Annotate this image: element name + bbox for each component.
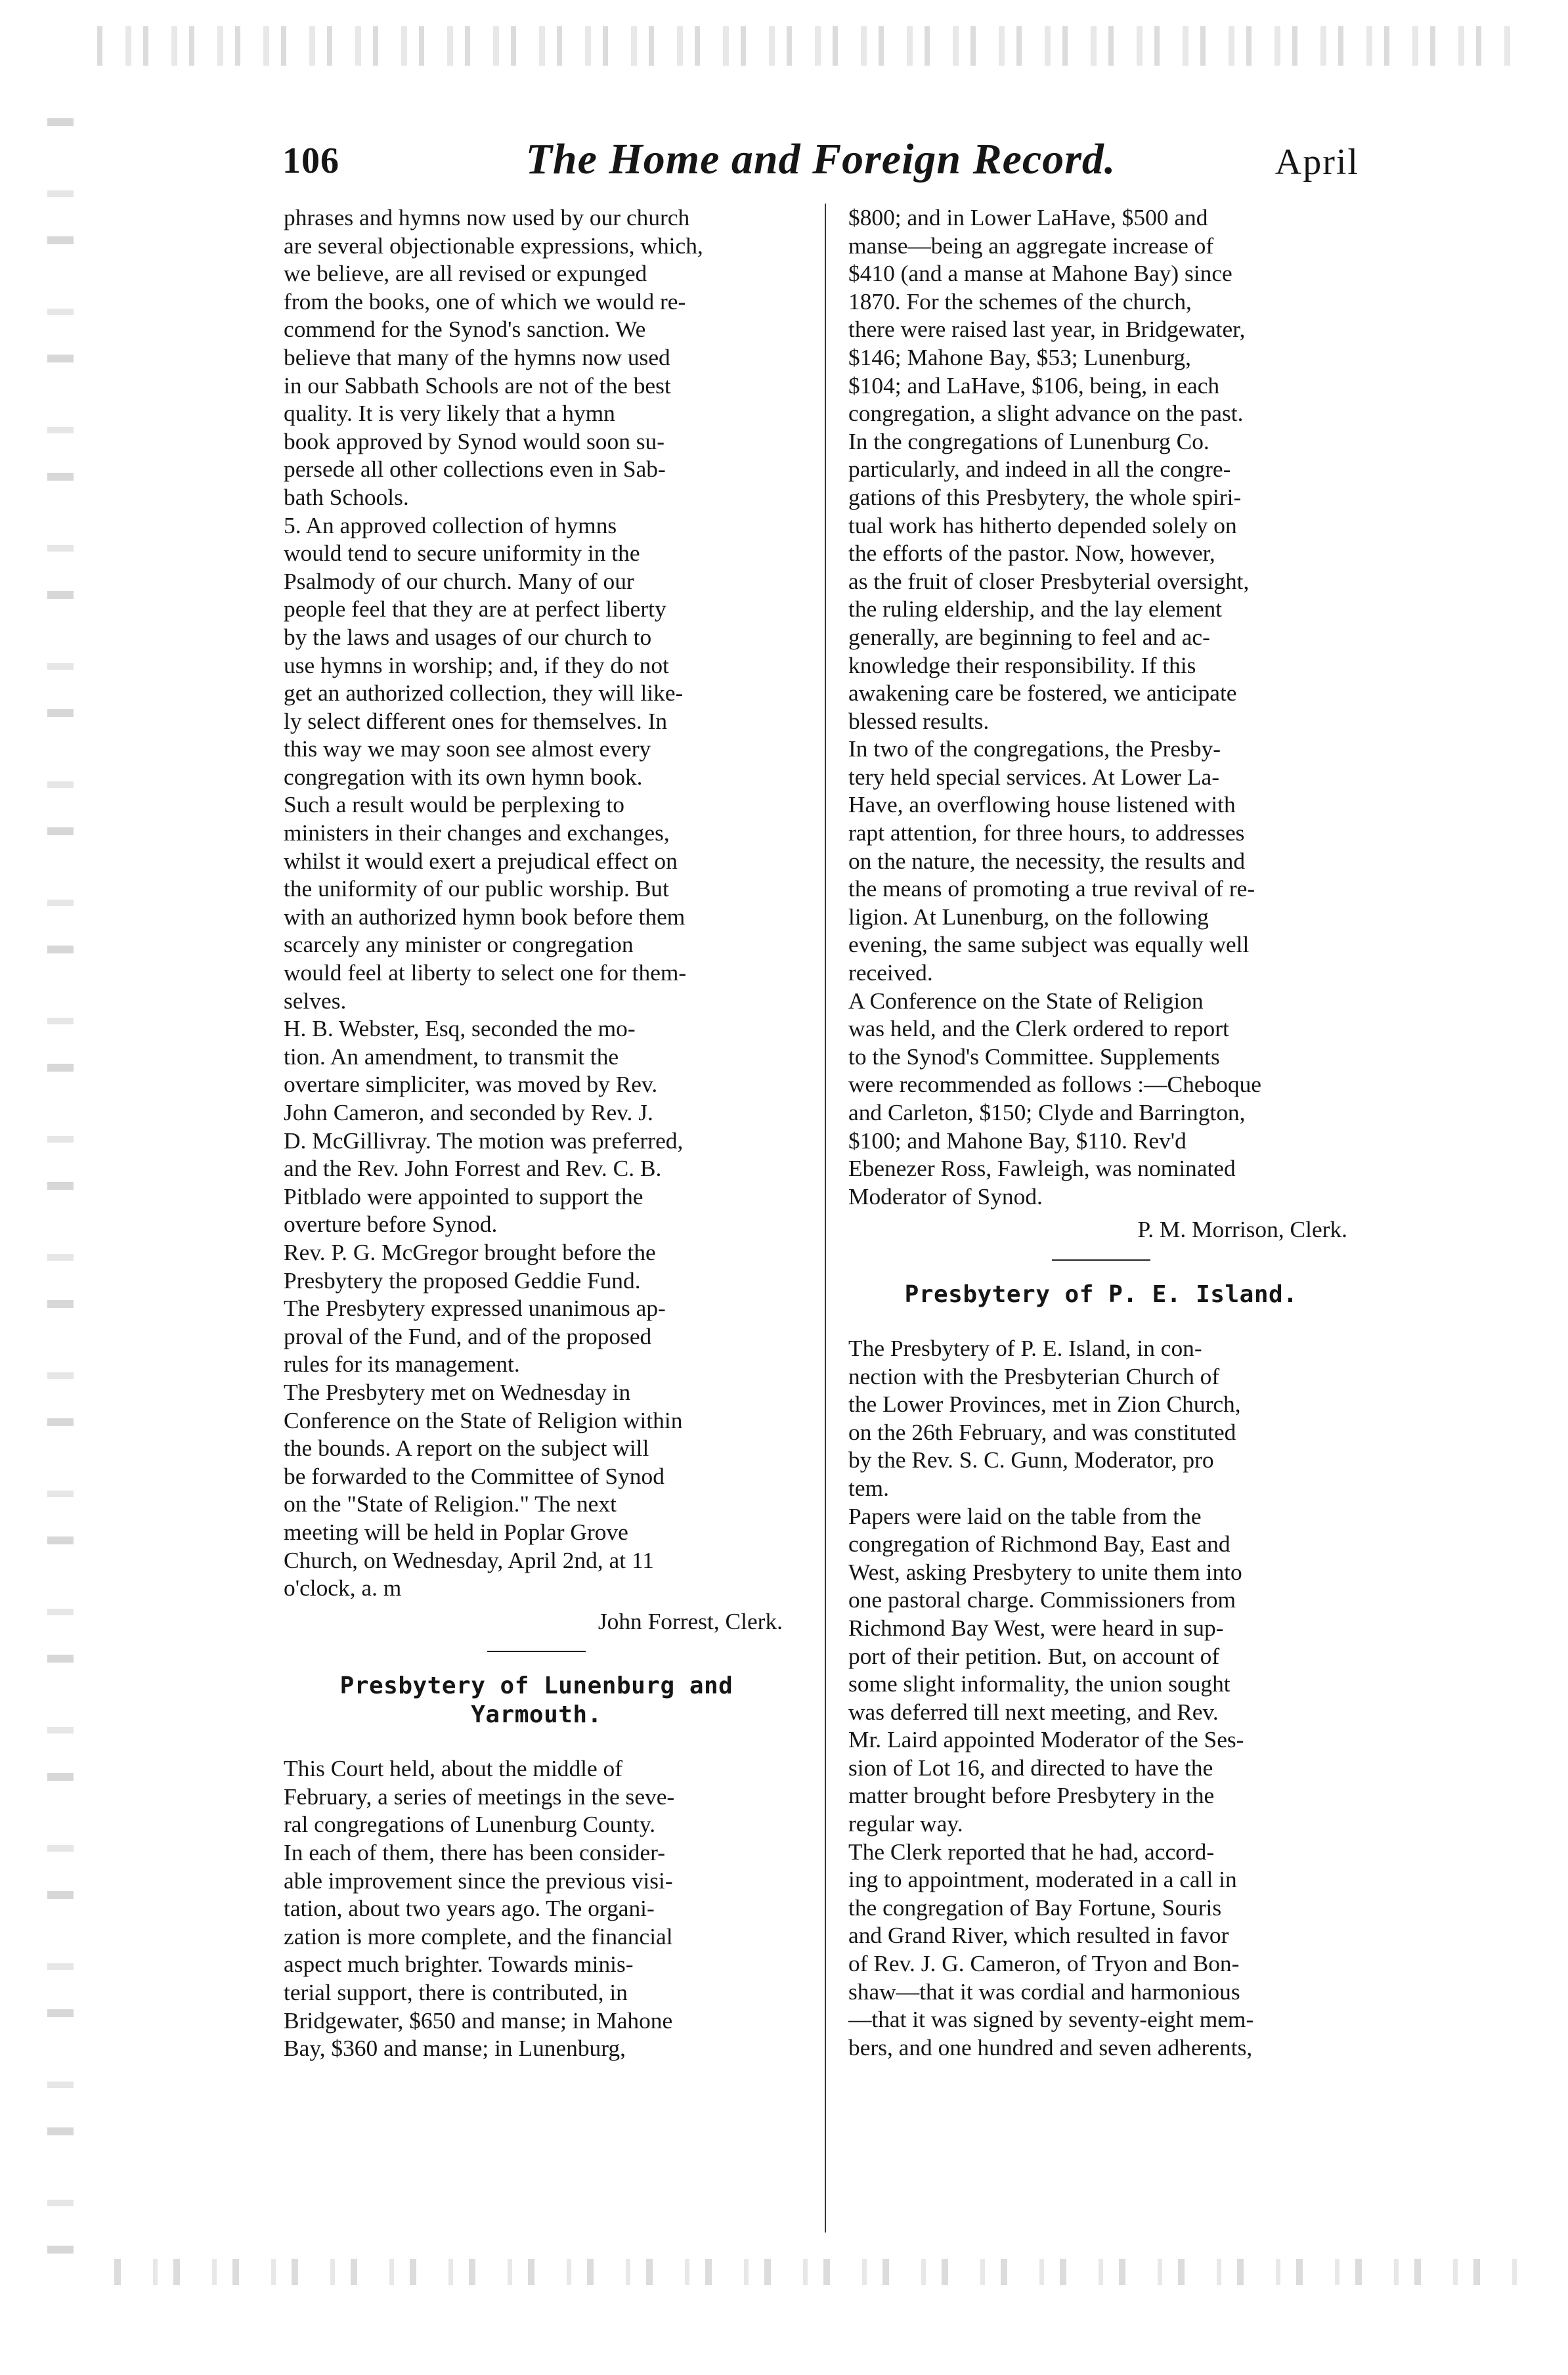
column-divider — [825, 204, 826, 2233]
page-number: 106 — [282, 141, 339, 181]
paragraph: The Clerk reported that he had, accord- ing to appointment, moderated in a call in the congregation of Bay Fortune, Souris and Grand River, which resulted in favor of Rev. J. G. Cameron, of Tryon and Bon- shaw—that it was cordial and harmonious —that it was signed by seventy-eight mem- bers, and one hundred and seven adherents, — [848, 1838, 1254, 2060]
clerk-signature: P. M. Morrison, Clerk. — [1137, 1216, 1347, 1243]
paragraph: In the congregations of Lunenburg Co. particularly, and indeed in all the congre- gations of this Presbytery, the whole spiri- tual work has hitherto depended solely on the efforts of the pastor. Now, however, as the fruit of closer Presbyterial oversight, the ruling eldership, and the lay element generally, are beginning to feel and ac- knowledge their responsibility. If this awakening care be fostered, we anticipate blessed results. — [848, 427, 1250, 734]
paragraph: Rev. P. G. McGregor brought before the Presbytery the proposed Geddie Fund. The Presbytery expressed unanimous ap- proval of the Fund, and of the proposed rules for its management. — [284, 1238, 666, 1378]
page-header — [282, 135, 1359, 194]
paragraph: The Presbytery met on Wednesday in Conference on the State of Religion within the bounds. A report on the subject will be forwarded to the Committee of Synod on the "State of Religion." The next meeting will be held in Poplar Grove Church, on Wednesday, April 2nd, at 11 o'clock, a. m — [284, 1378, 683, 1601]
right-column — [848, 204, 1354, 2061]
paragraph: Papers were laid on the table from the congregation of Richmond Bay, East and West, asking Presbytery to unite them into one pastoral charge. Commissioners from Richmond Bay West, were heard in sup- port of their petition. But, on account of some slight informality, the union sought was deferred till next meeting, and Rev. Mr. Laird appointed Moderator of the Ses- sion of Lot 16, and directed to have the matter brought before Presbytery in the regular way. — [848, 1502, 1244, 1837]
scan-noise-bottom — [98, 2259, 1517, 2285]
section-heading: Presbytery of Lunenburg and Yarmouth. — [339, 1672, 733, 1729]
paragraph: 5. An approved collection of hymns would tend to secure uniformity in the Psalmody of our church. Many of our people feel that they are at perfect liberty by the laws and usages of our church to use hymns in worship; and, if they do not get an authorized collection, they will like- ly select different ones for themselves. In this way we may soon see almost every congregation with its own hymn book. Such a result would be perplexing to ministers in their changes and exchanges, whilst it would exert a prejudical effect on the uniformity of our public worship. But with an authorized hymn book before them scarcely any minister or congregation would feel at liberty to select one for them- selves. — [284, 512, 687, 1014]
running-title: The Home and Foreign Record. — [525, 135, 1116, 183]
paragraph: This Court held, about the middle of February, a series of meetings in the seve- ral congregations of Lunenburg County. In each of them, there has been consider- able improvement since the previous visi- tation, about two years ago. The organi- zation is more complete, and the financial aspect much brighter. Towards minis- terial support, there is contributed, in Bridgewater, $650 and manse; in Mahone Bay, $360 and manse; in Lunenburg, — [284, 1755, 675, 2062]
paragraph: $800; and in Lower LaHave, $500 and manse—being an aggregate increase of $410 (and a manse at Mahone Bay) since 1870. For the schemes of the church, there were raised last year, in Bridgewater, $146; Mahone Bay, $53; Lunenburg, $104; and LaHave, $106, being, in each congregation, a slight advance on the past. — [848, 204, 1246, 427]
left-column — [284, 204, 789, 2062]
section-heading: Presbytery of P. E. Island. — [904, 1280, 1298, 1308]
scan-noise-left — [47, 79, 74, 2265]
scan-noise-top — [85, 26, 1517, 66]
paragraph: H. B. Webster, Esq, seconded the mo- tion. An amendment, to transmit the overtare simpliciter, was moved by Rev. John Cameron, and seconded by Rev. J. D. McGillivray. The motion was preferred, and the Rev. John Forrest and Rev. C. B. Pitblado were appointed to support the overture before Synod. — [284, 1015, 684, 1238]
clerk-signature: John Forrest, Clerk. — [598, 1607, 783, 1634]
paragraph: The Presbytery of P. E. Island, in con- nection with the Presbyterian Church of the Lower Provinces, met in Zion Church, on the 26th February, and was constituted by the Rev. S. C. Gunn, Moderator, pro tem. — [848, 1334, 1241, 1501]
paragraph: In two of the congregations, the Presby- tery held special services. At Lower La- Have, an overflowing house listened with rapt attention, for three hours, to addresses on the nature, the necessity, the results and the means of promoting a true revival of re- ligion. At Lunenburg, on the following evening, the same subject was equally well received. — [848, 735, 1255, 986]
paragraph: phrases and hymns now used by our church are several objectionable expressions, which, we believe, are all revised or expunged from the books, one of which we would re- commend for the Synod's sanction. We believe that many of the hymns now used in our Sabbath Schools are not of the best quality. It is very likely that a hymn book approved by Synod would soon su- persede all other collections even in Sab- bath Schools. — [284, 204, 703, 510]
paragraph: A Conference on the State of Religion was held, and the Clerk ordered to report to the Synod's Committee. Supplements were recommended as follows :—Cheboque and Carleton, $150; Clyde and Barrington, $100; and Mahone Bay, $110. Rev'd Ebenezer Ross, Fawleigh, was nominated Moderator of Synod. — [848, 987, 1261, 1209]
issue-month: April — [1274, 142, 1359, 183]
section-divider — [487, 1651, 586, 1652]
section-divider — [1052, 1259, 1150, 1261]
